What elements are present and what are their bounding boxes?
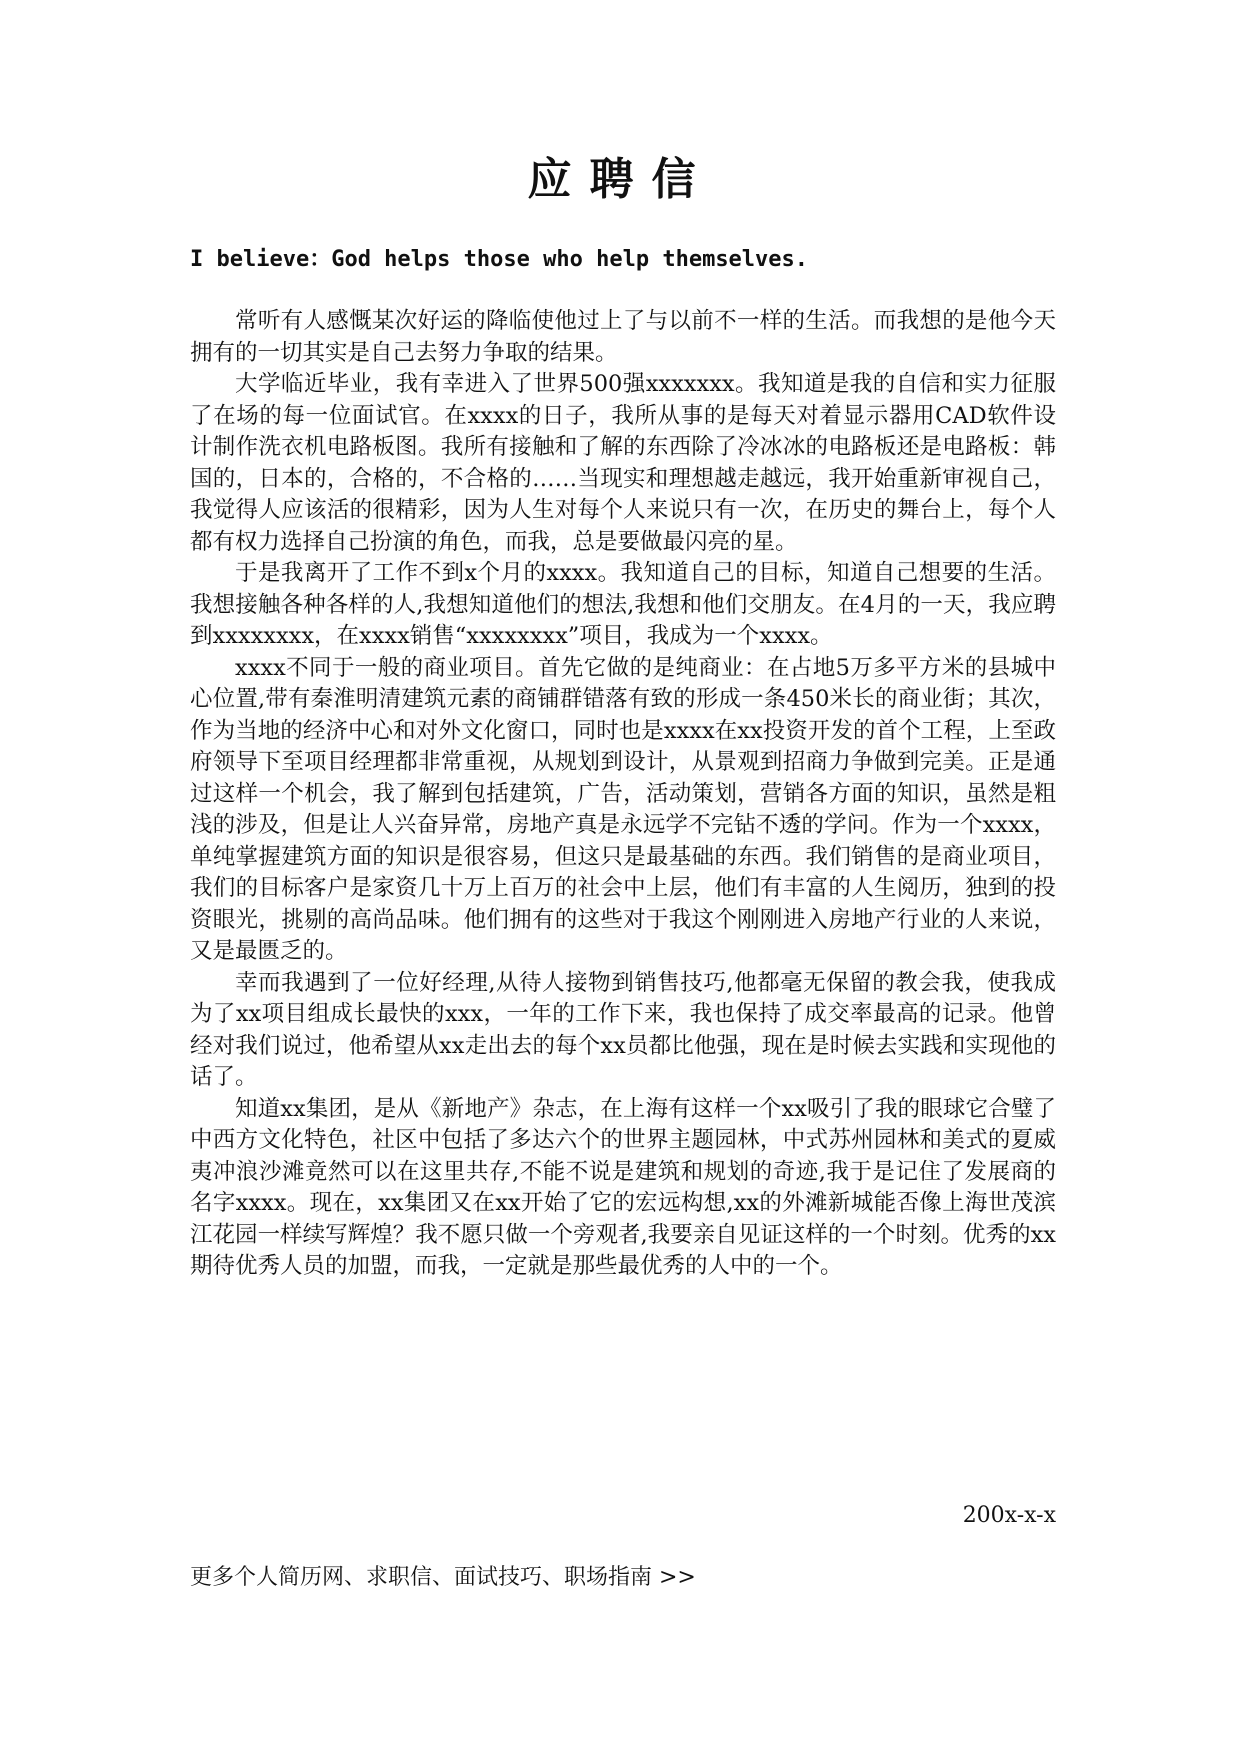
body-paragraph: xxxx不同于一般的商业项目。首先它做的是纯商业：在占地5万多平方米的县城中心位置,带有秦淮明清建筑元素的商铺群错落有致的形成一条450米长的商业街；其次，作为当地的经济中心和对外文化窗口，同时也是xxxx在xx投资开发的首个工程，上至政府领导下至项目经理都非常重视，从规划到设计，从景观到招商力争做到完美。正是通过这样一个机会，我了解到包括建筑，广告，活动策划，营销各方面的知识，虽然是粗浅的涉及，但是让人兴奋异常，房地产真是永远学不完钻不透的学问。作为一个xxxx，单纯掌握建筑方面的知识是很容易，但这只是最基础的东西。我们销售的是商业项目，我们的目标客户是家资几十万上百万的社会中上层，他们有丰富的人生阅历，独到的投资眼光，挑剔的高尚品味。他们拥有的这些对于我这个刚刚进入房地产行业的人来说，又是最匮乏的。	[190, 654, 1056, 964]
body-paragraph: 大学临近毕业，我有幸进入了世界500强xxxxxxx。我知道是我的自信和实力征服了在场的每一位面试官。在xxxx的日子，我所从事的是每天对着显示器用CAD软件设计制作洗衣机电路板图。我所有接触和了解的东西除了冷冰冰的电路板还是电路板：韩国的，日本的，合格的，不合格的……当现实和理想越走越远，我开始重新审视自己，我觉得人应该活的很精彩，因为人生对每个人来说只有一次，在历史的舞台上，每个人都有权力选择自己扮演的角色，而我，总是要做最闪亮的星。	[190, 371, 1056, 555]
motto-line: I believe：God helps those who help themselves.	[190, 247, 809, 272]
letter-body	[190, 306, 1056, 1283]
document-title: 应聘信	[527, 154, 714, 205]
body-paragraph: 常听有人感慨某次好运的降临使他过上了与以前不一样的生活。而我想的是他今天拥有的一切其实是自己去努力争取的结果。	[190, 308, 1056, 366]
letter-date: 200x-x-x	[962, 1503, 1056, 1528]
body-paragraph: 知道xx集团，是从《新地产》杂志，在上海有这样一个xx吸引了我的眼球它合璧了中西方文化特色，社区中包括了多达六个的世界主题园林，中式苏州园林和美式的夏威夷冲浪沙滩竟然可以在这里共存,不能不说是建筑和规划的奇迹,我于是记住了发展商的名字xxxx。现在，xx集团又在xx开始了它的宏远构想,xx的外滩新城能否像上海世茂滨江花园一样续写辉煌？我不愿只做一个旁观者,我要亲自见证这样的一个时刻。优秀的xx期待优秀人员的加盟，而我，一定就是那些最优秀的人中的一个。	[190, 1095, 1056, 1279]
body-paragraph: 幸而我遇到了一位好经理,从待人接物到销售技巧,他都毫无保留的教会我，使我成为了xx项目组成长最快的xxx，一年的工作下来，我也保持了成交率最高的记录。他曾经对我们说过，他希望从xx走出去的每个xx员都比他强，现在是时候去实践和实现他的话了。	[190, 969, 1056, 1090]
more-resources-link[interactable]: 更多个人简历网、求职信、面试技巧、职场指南 >>	[190, 1565, 696, 1590]
body-paragraph: 于是我离开了工作不到x个月的xxxx。我知道自己的目标，知道自己想要的生活。我想接触各种各样的人,我想知道他们的想法,我想和他们交朋友。在4月的一天，我应聘到xxxxxxxx，在xxxx销售“xxxxxxxx”项目，我成为一个xxxx。	[190, 560, 1056, 649]
